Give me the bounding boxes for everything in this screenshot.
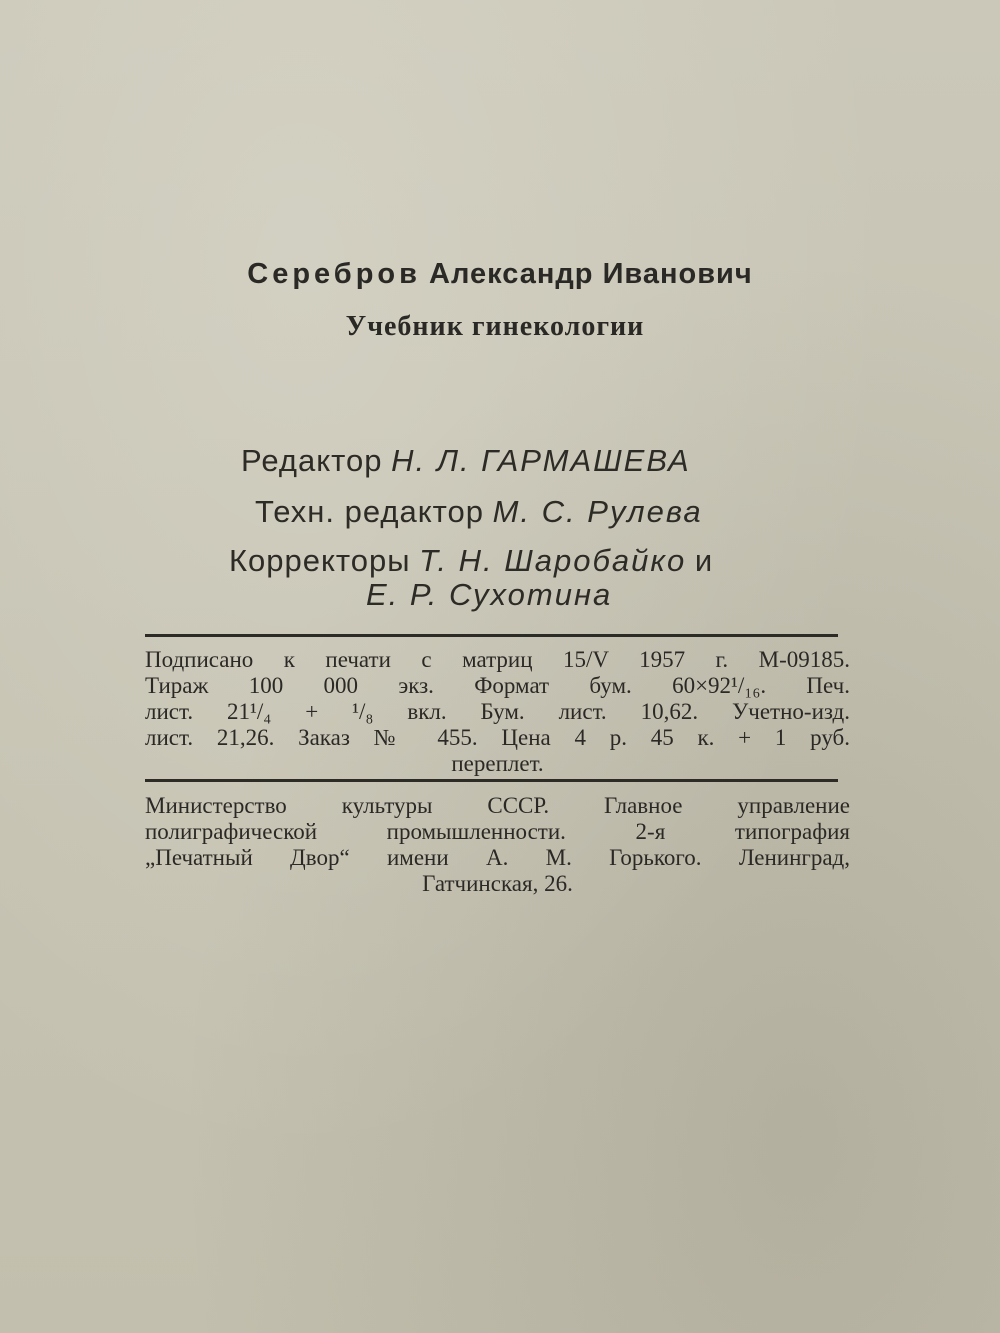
proofreaders-credit	[229, 543, 713, 579]
publisher-info-line: „Печатный Двор“ имени А. М. Горького. Ленинград,	[145, 845, 850, 870]
proofreaders-role: Корректоры	[229, 543, 411, 578]
book-title: Учебник гинекологии	[345, 311, 645, 342]
publisher-info-line: Министерство культуры СССР. Главное управление	[145, 793, 850, 818]
proofreader-2-name: Е. Р. Сухотина	[366, 577, 613, 612]
tech-editor-name: М. С. Рулева	[492, 494, 703, 529]
print-info-last-line: переплет.	[451, 751, 544, 776]
proofreader-1-name: Т. Н. Шаробайко	[419, 543, 687, 578]
proofreader-2-credit	[366, 577, 612, 613]
print-info-block	[145, 647, 850, 777]
tech-editor-credit	[255, 494, 703, 530]
author-given-names: Александр Иванович	[429, 258, 753, 290]
divider-top	[145, 634, 838, 637]
publisher-info-block	[145, 793, 850, 897]
print-info-line: лист. 21¹/₄ + ¹/₈ вкл. Бум. лист. 10,62. Учетно-изд.	[145, 699, 850, 724]
proofreaders-conjunction: и	[694, 543, 714, 578]
print-info-line: Подписано к печати с матриц 15/V 1957 г. М-09185.	[145, 647, 850, 672]
editor-name: Н. Л. ГАРМАШЕВА	[391, 443, 691, 478]
print-info-line: лист. 21,26. Заказ № 455. Цена 4 р. 45 к. + 1 руб.	[145, 725, 850, 750]
tech-editor-role: Техн. редактор	[255, 494, 484, 529]
author-surname: Серебров	[247, 258, 421, 290]
publisher-info-line: полиграфической промышленности. 2-я типография	[145, 819, 850, 844]
publisher-info-last-line: Гатчинская, 26.	[422, 871, 573, 896]
editor-credit	[241, 443, 691, 479]
divider-bottom	[145, 779, 838, 782]
editor-role: Редактор	[241, 443, 383, 478]
print-info-line: Тираж 100 000 экз. Формат бум. 60×92¹/₁₆. Печ.	[145, 673, 850, 698]
author-name	[0, 258, 1000, 291]
